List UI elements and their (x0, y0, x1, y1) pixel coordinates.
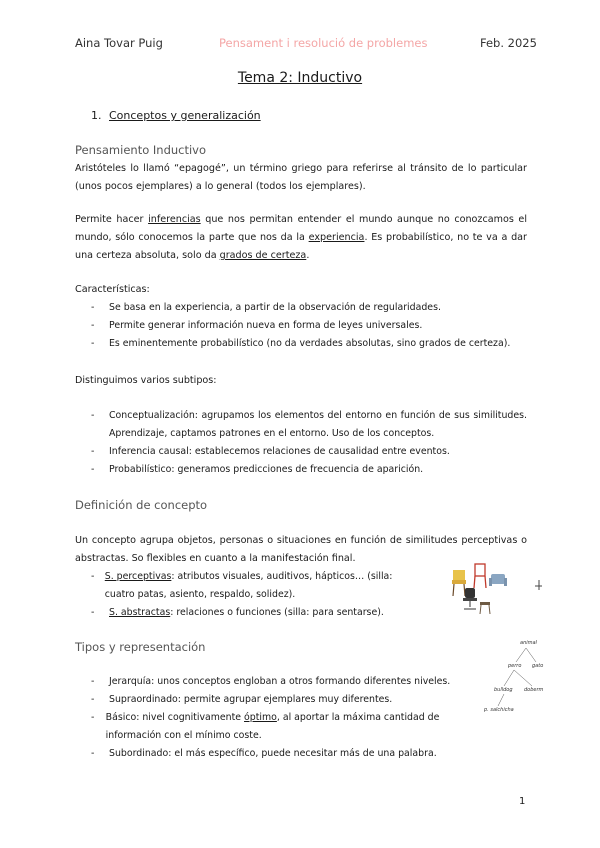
list-item: - Supraordinado: permite agrupar ejemplares muy diferentes. (91, 694, 393, 705)
chairs-illustration (443, 560, 553, 620)
list-item: - S. perceptivas: atributos visuales, auditivos, hápticos… (silla: cuatro patas, asiento, respaldo, solidez). (91, 571, 393, 600)
list-item: - S. abstractas: relaciones o funciones (silla: para sentarse). (91, 607, 384, 618)
paragraph-inferencias: Permite hacer inferencias que nos permitan entender el mundo aunque no conozcamos el mundo, sólo conocemos la parte que nos da la experiencia. Es probabilístico, no te va a dar una certeza absoluta, solo da grados de certeza. (75, 214, 527, 261)
armchair-icon (489, 574, 507, 586)
list-caracteristicas (91, 299, 527, 353)
list-item: - Se basa en la experiencia, a partir de la observación de regularidades. (91, 302, 441, 313)
tree-node: p. salchicha (484, 707, 514, 713)
label-subtipos: Distinguimos varios subtipos: (75, 375, 217, 386)
list-similitudes (91, 568, 416, 622)
stool-icon (480, 602, 490, 614)
list-item: - Inferencia causal: establecemos relaciones de causalidad entre eventos. (91, 446, 450, 457)
section-title: Conceptos y generalización (109, 109, 261, 122)
term-inferencias: inferencias (148, 214, 201, 225)
list-item: - Subordinado: el más específico, puede necesitar más de una palabra. (91, 748, 437, 759)
tree-root: animal (520, 640, 537, 646)
tree-node: gato (532, 663, 544, 669)
heading-tipos: Tipos y representación (75, 640, 206, 654)
list-item: - Es eminentemente probabilístico (no da verdades absolutas, sino grados de certeza). (91, 338, 511, 349)
yellow-chair-icon (452, 570, 466, 596)
tree-node: bulldog (494, 687, 513, 693)
list-item: - Probabilístico: generamos predicciones de frecuencia de aparición. (91, 464, 424, 475)
header-subject: Pensament i resolució de problemes (219, 36, 428, 50)
list-item: - Permite generar información nueva en forma de leyes universales. (91, 320, 423, 331)
list-subtipos (91, 407, 527, 479)
term-grados: grados de certeza (219, 250, 307, 261)
page-title: Tema 2: Inductivo (237, 70, 363, 86)
term-optimo: óptimo (244, 712, 277, 723)
hierarchy-diagram (476, 640, 546, 720)
heading-pensamiento: Pensamiento Inductivo (75, 143, 207, 157)
list-item: - Básico: nivel cognitivamente óptimo, al aportar la máxima cantidad de información con el mínimo coste. (91, 712, 440, 741)
tree-node: doberm (524, 687, 544, 693)
label-caracteristicas: Características: (75, 284, 150, 295)
list-tipos (91, 673, 461, 763)
list-item: - Conceptualización: agrupamos los elementos del entorno en función de sus similitudes. Aprendizaje, captamos patrones en el entorno. Uso de los conceptos. (91, 410, 527, 439)
paragraph-aristoteles: Aristóteles lo llamó “epagogé”, un término griego para referirse al tránsito de lo particular (unos pocos ejemplares) a lo general (todos los ejemplares). (75, 163, 527, 192)
heading-definicion: Definición de concepto (75, 498, 208, 512)
header-author: Aina Tovar Puig (75, 36, 163, 50)
list-item: - Jerarquía: unos conceptos engloban a otros formando diferentes niveles. (91, 676, 451, 687)
header-date: Feb. 2025 (480, 36, 537, 50)
tree-node: perro (508, 663, 522, 669)
small-chair-icon (535, 580, 542, 590)
office-chair-icon (463, 588, 477, 609)
paragraph-concepto: Un concepto agrupa objetos, personas o situaciones en función de similitudes perceptivas o abstractas. So flexibles en cuanto a la manifestación final. (75, 535, 527, 564)
red-chair-icon (474, 564, 486, 588)
page-number: 1 (519, 796, 526, 807)
section-number: 1. (91, 109, 102, 122)
term-experiencia: experiencia (308, 232, 365, 243)
